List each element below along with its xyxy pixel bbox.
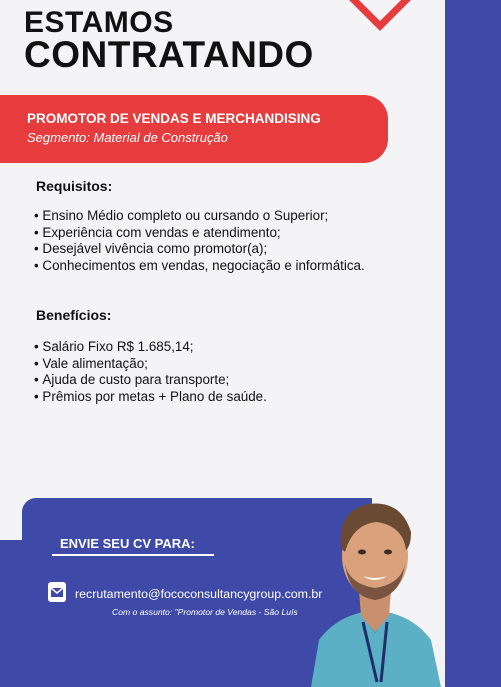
envelope-icon bbox=[47, 581, 67, 603]
headline-line-1: ESTAMOS bbox=[24, 6, 174, 39]
job-title: PROMOTOR DE VENDAS E MERCHANDISING bbox=[27, 111, 321, 126]
list-item: • Salário Fixo R$ 1.685,14; bbox=[34, 339, 267, 356]
chevron-down-icon bbox=[340, 0, 420, 32]
headline-line-2: CONTRATANDO bbox=[24, 34, 314, 75]
list-item: • Prêmios por metas + Plano de saúde. bbox=[34, 389, 267, 406]
benefits-title: Benefícios: bbox=[36, 307, 112, 323]
list-item: • Ajuda de custo para transporte; bbox=[34, 372, 267, 389]
heading-underline bbox=[52, 554, 214, 556]
candidate-photo bbox=[305, 492, 445, 687]
benefits-list bbox=[34, 339, 267, 405]
right-blue-band bbox=[445, 0, 501, 687]
requirements-title: Requisitos: bbox=[36, 178, 113, 194]
list-item: • Desejável vivência como promotor(a); bbox=[34, 241, 365, 258]
contact-email[interactable]: recrutamento@fococonsultancygroup.com.br bbox=[75, 587, 323, 601]
requirements-list bbox=[34, 208, 365, 274]
job-banner bbox=[0, 95, 388, 163]
list-item: • Ensino Médio completo ou cursando o Superior; bbox=[34, 208, 365, 225]
send-cv-heading: ENVIE SEU CV PARA: bbox=[60, 536, 195, 551]
list-item: • Experiência com vendas e atendimento; bbox=[34, 225, 365, 242]
list-item: • Conhecimentos em vendas, negociação e informática. bbox=[34, 258, 365, 275]
list-item: • Vale alimentação; bbox=[34, 356, 267, 373]
footer-left-strip bbox=[0, 540, 22, 687]
job-segment: Segmento: Material de Construção bbox=[27, 130, 228, 145]
email-subject: Com o assunto: "Promotor de Vendas - São Luís bbox=[112, 607, 298, 617]
